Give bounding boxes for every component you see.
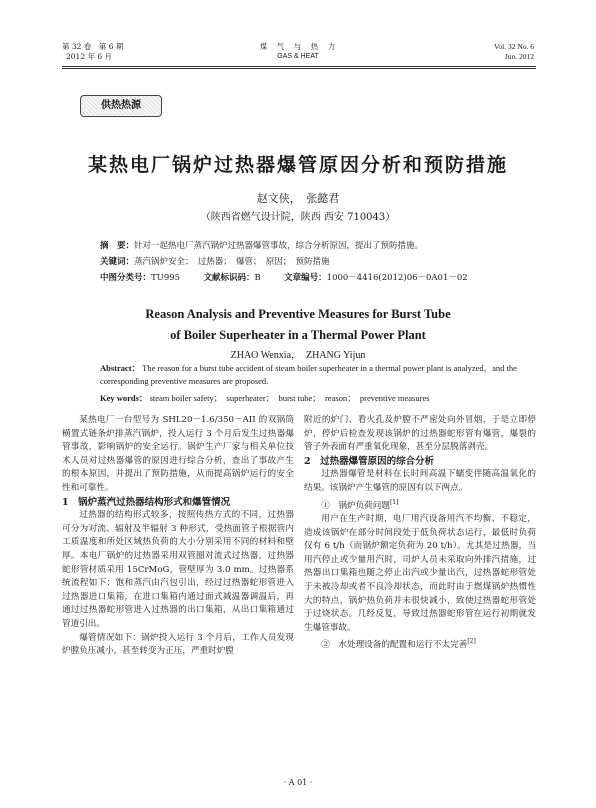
header-volume-en: Vol. 32 No. 6 [493, 42, 534, 51]
header-date-cn: 2012 年 6 月 [66, 52, 113, 61]
authors-en: ZHAO Wenxia， ZHANG Yijun [230, 350, 366, 361]
body-paragraph: 附近的炉门、看火孔及炉膛不严密处向外冒烟，于是立即停炉，停炉后检查发现该锅炉的过热器蛇形管有爆管，爆裂的管子外表面有严重氧化现象，甚至分层脱落剥壳。 [304, 415, 536, 453]
header-journal-en: GAS & HEAT [277, 53, 319, 60]
citation-ref: [2] [467, 638, 476, 646]
list-item-text: ① 锅炉负荷问题 [321, 500, 390, 511]
list-item-text: ② 水处理设备的配置和运行不太完善 [321, 640, 468, 651]
keywords-en-label: Key words： [100, 393, 148, 403]
article-no-label: 文章编号： [284, 273, 327, 283]
affiliation-cn: （陕西省燃气设计院，陕西 西安 710043） [200, 212, 396, 223]
body-column-left [62, 414, 294, 659]
header-rule-top [62, 66, 536, 67]
keywords-cn-text: 蒸汽锅炉安全； 过热器； 爆管； 原因； 预防措施 [134, 257, 330, 267]
header-rule-bottom [62, 68, 536, 69]
keywords-en-text: steam boiler safety； superheater； burst tube； reason； preventive measures [149, 393, 430, 403]
page-number: · A 01 · [283, 778, 313, 787]
header-journal-cn: 煤 气 与 热 力 [259, 42, 337, 51]
classification-line [100, 272, 520, 285]
keywords-en [100, 392, 520, 405]
clc-value: TU995 [151, 273, 181, 283]
abstract-cn [100, 240, 520, 253]
section-label: 供热热源 [80, 95, 162, 117]
keywords-cn [100, 256, 520, 269]
doc-code-value: B [254, 273, 261, 283]
body-paragraph: 用户在生产时期，电厂用汽设备用汽不均衡、不稳定，造成该锅炉在部分时间段处于低负荷状态运行，最低时负荷仅有 6 t/h（而锅炉额定负荷为 20 t/h）。尤其是过热器，当用汽停止或少量用汽时，司炉人员未采取向外排汽措施，过热器出口集箱也随之停止出汽或少量出汽，过热器蛇形管处于未被冷却或者不良冷却状态，而此时由于燃煤锅炉热惯性大的特点，锅炉热负荷并未很快减小，致使过热器蛇形管处于过烧状态。几经反复，导致过热器蛇形管在运行初期就发生爆管事故。 [304, 514, 536, 633]
clc-label: 中图分类号： [100, 273, 152, 283]
keywords-cn-label: 关键词： [100, 257, 135, 267]
body-paragraph: 某热电厂一台型号为 SHL20－1.6/350－AII 的双锅筒横置式链条炉排蒸汽锅炉，投入运行 3 个月后发生过热器爆管事故，影响锅炉的安全运行。锅炉生产厂家与相关单位技术人员对过热器爆管的原因进行综合分析，查出了事故产生的根本原因，并提出了预防措施，从而提高锅炉运行的安全性和可靠性。 [62, 415, 294, 493]
body-column-right [304, 414, 536, 653]
abstract-en-text: The reason for a burst tube accident of steam boiler superheater in a thermal power plant is analyzed，and the corresponding preventive measures are proposed. [100, 363, 517, 386]
section-heading-1: 1 锅炉蒸汽过热器结构形式和爆管情况 [62, 496, 231, 508]
title-cn: 某热电厂锅炉过热器爆管原因分析和预防措施 [87, 154, 508, 176]
title-en-line1: Reason Analysis and Preventive Measures for Burst Tube [145, 307, 451, 321]
section-heading-2: 2 过热器爆管原因的综合分析 [304, 455, 435, 467]
body-paragraph: 爆管情况如下：锅炉投入运行 3 个月后，工作人员发现炉膛负压减小，甚至转变为正压，严重时炉膛 [62, 632, 294, 657]
header-volume-cn: 第 32 卷 第 6 期 [62, 42, 124, 51]
title-en-line2: of Boiler Superheater in a Thermal Power Plant [170, 328, 426, 342]
list-item [304, 496, 536, 513]
article-no-value: 1000－4416(2012)06－0A01－02 [326, 273, 468, 283]
abstract-en-label: Abstract： [100, 363, 141, 373]
abstract-cn-label: 摘 要： [100, 241, 135, 251]
body-paragraph: 过热器的结构形式较多，按照传热方式的不同，过热器可分为对流、辐射及半辐射 3 种形式，受热面管子根据管内工质温度和所处区域热负荷的大小分别采用不同的材料和壁厚。本电厂锅炉的过热器采用双管圈对流式过热器，过热器蛇形管材质采用 15CrMoG，管壁厚为 3.0 mm。过热器系统流程如下：饱和蒸汽由汽包引出，经过过热器蛇形管进入过热器进口集箱，在进口集箱内通过面式减温器调温后，再通过过热器蛇形管进入过热器的出口集箱，从出口集箱通过管道引出。 [62, 510, 294, 629]
title-en [0, 304, 596, 346]
abstract-en [100, 362, 520, 388]
header-date-en: Jun. 2012 [504, 52, 534, 61]
doc-code-label: 文献标识码： [203, 273, 255, 283]
body-paragraph: 过热器爆管是材料在长时间高温下蠕变伴随高温氧化的结果。该锅炉产生爆管的原因有以下两点。 [304, 469, 536, 493]
header-issue [494, 42, 534, 62]
abstract-cn-text: 针对一起热电厂蒸汽锅炉过热器爆管事故，综合分析原因，提出了预防措施。 [134, 241, 424, 251]
list-item [304, 635, 536, 652]
citation-ref: [1] [389, 498, 399, 506]
authors-cn: 赵文侠， 张懿君 [256, 192, 340, 205]
